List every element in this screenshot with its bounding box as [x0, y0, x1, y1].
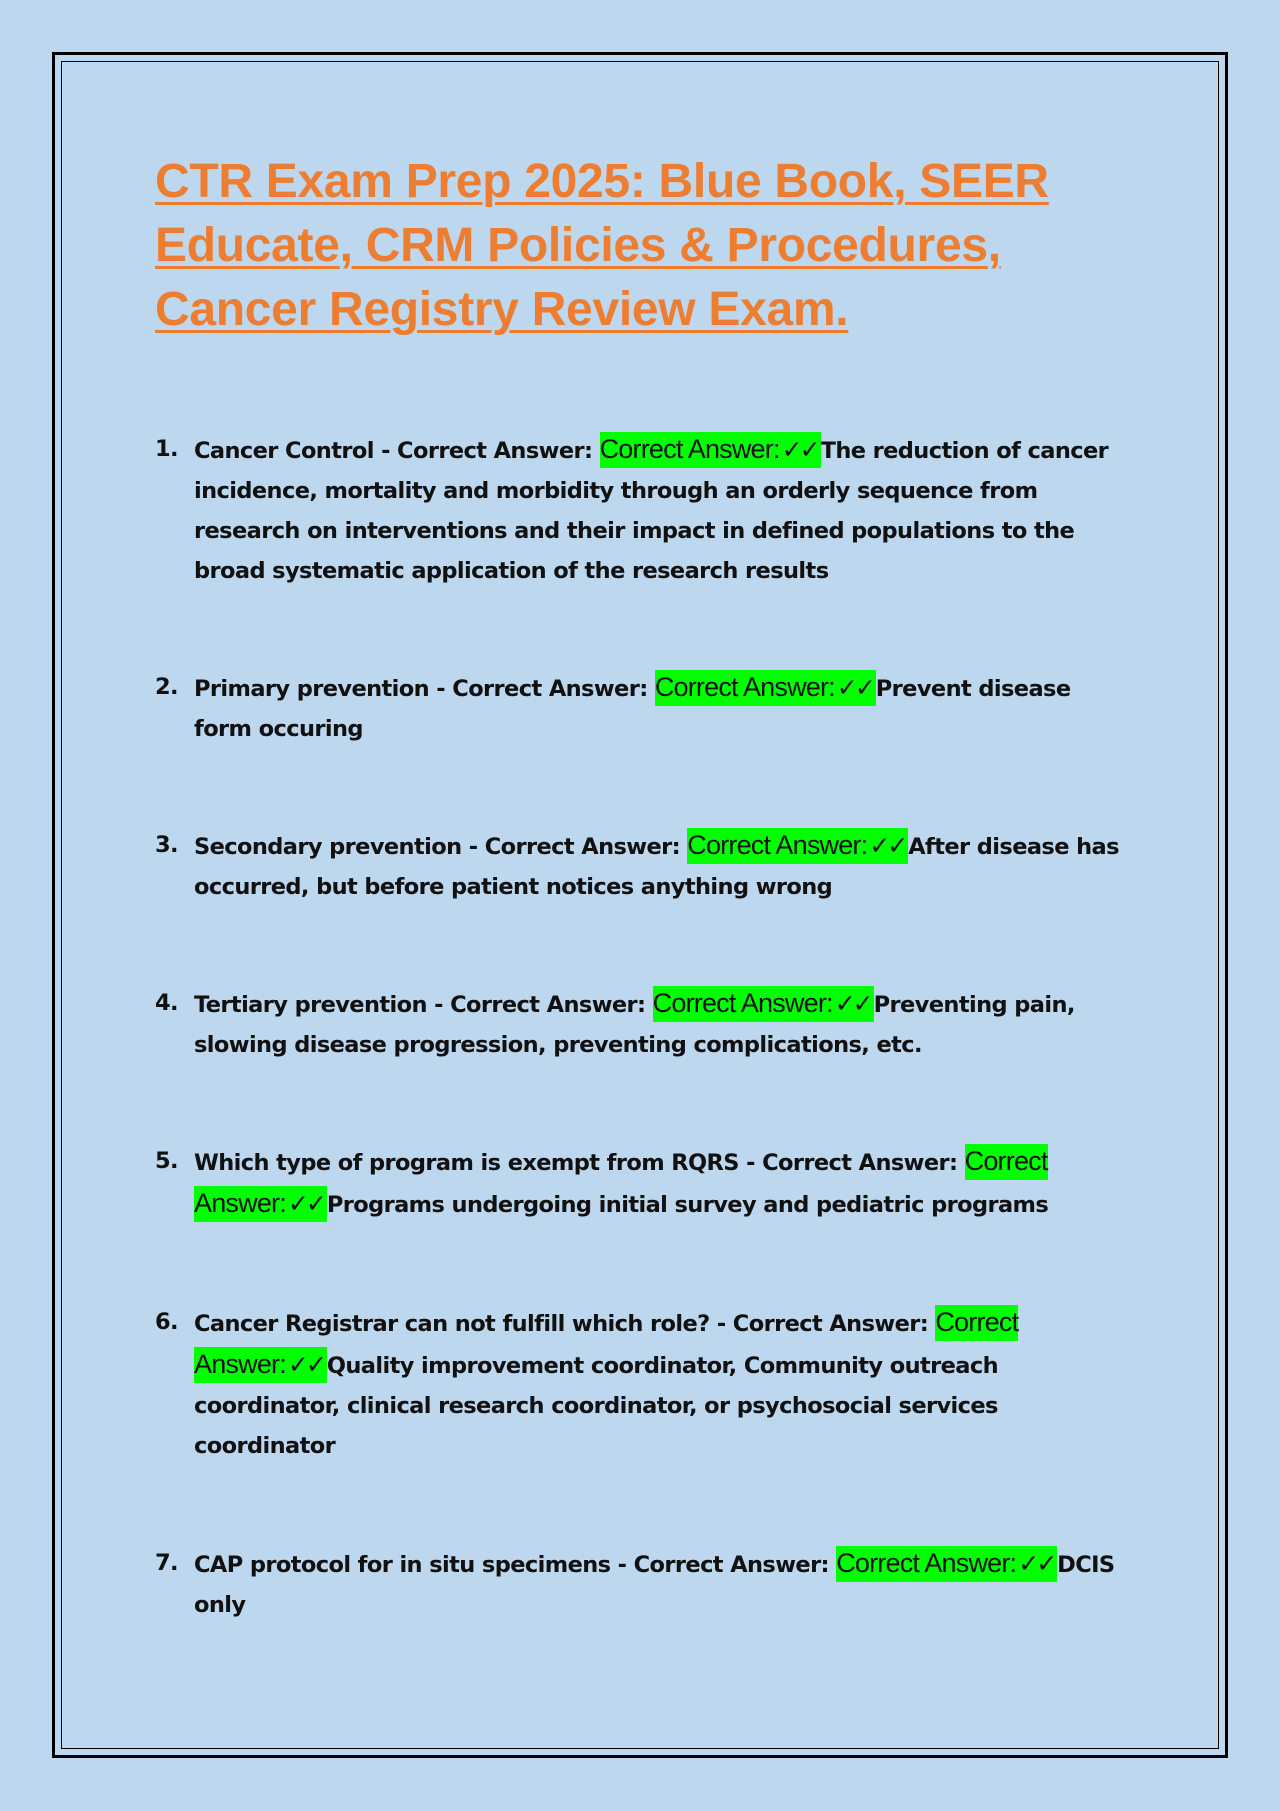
document-content — [155, 150, 1145, 342]
double-check-icon: ✓✓ — [836, 673, 873, 702]
correct-answer-label: Correct Answer: — [194, 1146, 1048, 1218]
qa-number: 6. — [155, 1309, 179, 1335]
qa-item — [155, 429, 1135, 591]
qa-item — [155, 825, 1135, 907]
qa-number: 7. — [155, 1550, 179, 1576]
double-check-icon: ✓✓ — [1018, 1549, 1055, 1578]
qa-number: 2. — [155, 674, 179, 700]
qa-question: Which type of program is exempt from RQRS - Correct Answer: — [194, 1150, 965, 1176]
correct-answer-highlight — [600, 432, 821, 468]
qa-question: CAP protocol for in situ specimens - Correct Answer: — [194, 1552, 837, 1578]
qa-number: 1. — [155, 436, 179, 462]
qa-item — [155, 1141, 1135, 1225]
correct-answer-highlight — [836, 1546, 1057, 1582]
correct-answer-label: Correct Answer: — [654, 672, 835, 702]
correct-answer-highlight — [687, 828, 908, 864]
document-title: CTR Exam Prep 2025: Blue Book, SEER Educate, CRM Policies & Procedures, Cancer Registry Review Exam. — [155, 155, 1049, 336]
qa-number: 5. — [155, 1148, 179, 1174]
qa-answer: The reduction of cancer incidence, mortality and morbidity through an orderly sequence from research on interventions and their impact in defined populations to the broad systematic application of the research results — [194, 438, 1109, 584]
qa-answer: Quality improvement coordinator, Community outreach coordinator, clinical research coordinator, or psychosocial services coordinator — [194, 1353, 999, 1459]
qa-question: Cancer Control - Correct Answer: — [194, 438, 600, 464]
qa-item — [155, 983, 1135, 1065]
correct-answer-highlight — [653, 986, 874, 1022]
qa-item — [155, 667, 1135, 749]
qa-number: 4. — [155, 990, 179, 1016]
qa-question: Primary prevention - Correct Answer: — [194, 676, 655, 702]
qa-item — [155, 1543, 1135, 1625]
qa-answer: After disease has occurred, but before patient notices anything wrong — [194, 834, 1119, 900]
correct-answer-label: Correct Answer: — [652, 988, 833, 1018]
qa-answer: DCIS only — [194, 1552, 1115, 1618]
correct-answer-label: Correct Answer: — [687, 830, 868, 860]
double-check-icon: ✓✓ — [834, 989, 871, 1018]
double-check-icon: ✓✓ — [287, 1189, 324, 1218]
qa-question: Cancer Registrar can not fulfill which role? - Correct Answer: — [194, 1311, 936, 1337]
qa-answer: Preventing pain, slowing disease progression, preventing complications, etc. — [194, 992, 1075, 1058]
correct-answer-label: Correct Answer: — [836, 1548, 1017, 1578]
correct-answer-label: Correct Answer: — [599, 434, 780, 464]
correct-answer-highlight — [655, 670, 876, 706]
qa-item — [155, 1302, 1135, 1466]
qa-question: Secondary prevention - Correct Answer: — [194, 834, 688, 860]
correct-answer-label: Correct Answer: — [194, 1307, 1019, 1379]
qa-answer: Prevent disease form occuring — [194, 676, 1071, 742]
double-check-icon: ✓✓ — [869, 831, 906, 860]
qa-answer: Programs undergoing initial survey and pediatric programs — [326, 1192, 1049, 1218]
double-check-icon: ✓✓ — [287, 1350, 324, 1379]
qa-question: Tertiary prevention - Correct Answer: — [194, 992, 653, 1018]
qa-number: 3. — [155, 832, 179, 858]
double-check-icon: ✓✓ — [781, 435, 818, 464]
